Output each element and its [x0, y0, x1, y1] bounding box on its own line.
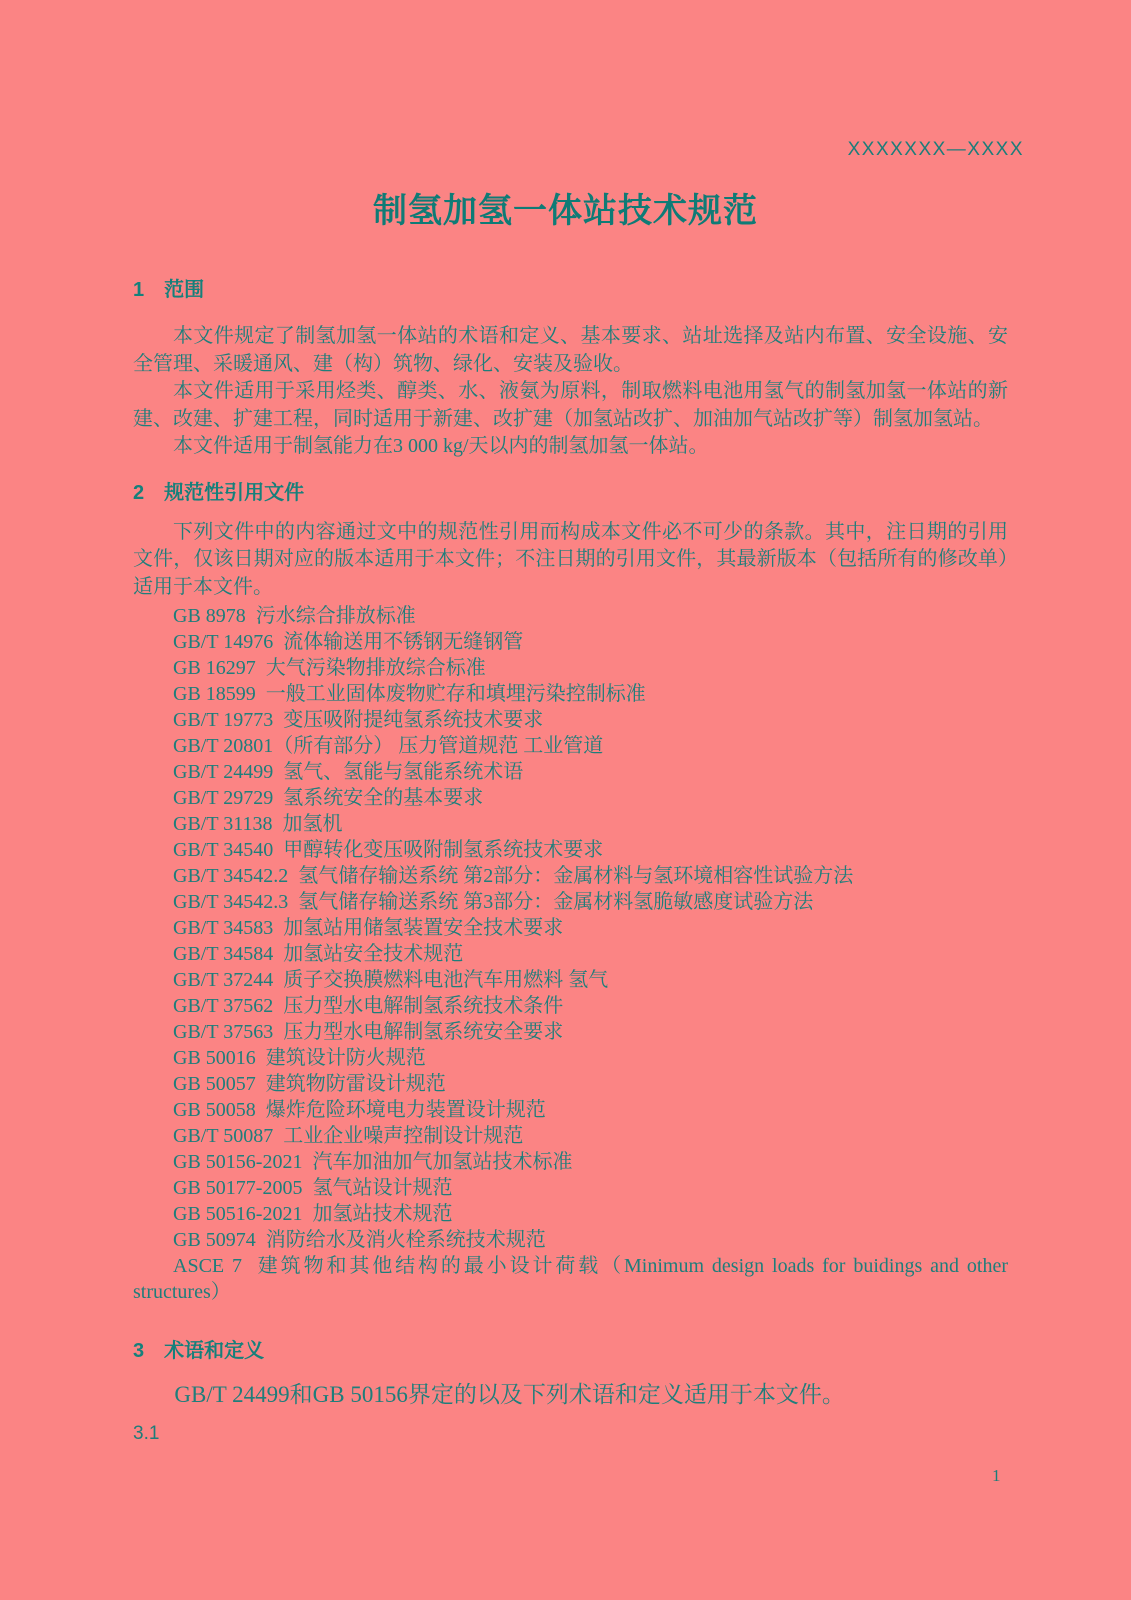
reference-item: GB 50057 建筑物防雷设计规范 [173, 1073, 446, 1095]
section-1-heading [133, 276, 1008, 304]
reference-item: GB/T 34583 加氢站用储氢装置安全技术要求 [173, 917, 564, 939]
section-3-heading [133, 1337, 1008, 1365]
reference-item: GB/T 19773 变压吸附提纯氢系统技术要求 [173, 709, 544, 731]
reference-item: GB 50974 消防给水及消火栓系统技术规范 [173, 1229, 546, 1251]
reference-item: GB/T 34542.2 氢气储存输送系统 第2部分：金属材料与氢环境相容性试验方法 [173, 865, 854, 887]
paragraph: 本文件适用于采用烃类、醇类、水、液氨为原料，制取燃料电池用氢气的制氢加氢一体站的新建、改建、扩建工程，同时适用于新建、改扩建（加氢站改扩、加油加气站改扩等）制氢加氢站。 [133, 380, 1008, 430]
paragraph: 本文件适用于制氢能力在3 000 kg/天以内的制氢加氢一体站。 [173, 435, 709, 457]
reference-item: GB/T 37562 压力型水电解制氢系统技术条件 [173, 995, 564, 1017]
section-1-number: 1 [133, 279, 145, 301]
doc-reference-number: XXXXXXX—XXXX [847, 139, 1024, 160]
reference-item: GB/T 20801（所有部分） 压力管道规范 工业管道 [173, 735, 604, 757]
reference-item: GB 50156-2021 汽车加油加气加氢站技术标准 [173, 1151, 573, 1173]
reference-item: GB/T 37563 压力型水电解制氢系统安全要求 [173, 1021, 564, 1043]
reference-item: GB 50516-2021 加氢站技术规范 [173, 1203, 453, 1225]
section-2-title: 规范性引用文件 [164, 481, 305, 504]
reference-item: GB 50177-2005 氢气站设计规范 [173, 1177, 453, 1199]
reference-item: GB/T 37244 质子交换膜燃料电池汽车用燃料 氢气 [173, 969, 609, 991]
reference-item: GB/T 34540 甲醇转化变压吸附制氢系统技术要求 [173, 839, 604, 861]
section-3-intro-paragraph: GB/T 24499和GB 50156界定的以及下列术语和定义适用于本文件。 [174, 1382, 845, 1407]
section-1-title: 范围 [164, 279, 205, 301]
normative-references-list [133, 603, 1013, 1305]
reference-item: GB/T 31138 加氢机 [173, 813, 343, 835]
section-2-heading [133, 479, 1008, 507]
document-title: 制氢加氢一体站技术规范 [373, 192, 758, 230]
reference-item: GB/T 14976 流体输送用不锈钢无缝钢管 [173, 631, 524, 653]
reference-item: GB/T 50087 工业企业噪声控制设计规范 [173, 1125, 524, 1147]
reference-item: GB 16297 大气污染物排放综合标准 [173, 657, 486, 679]
section-3-title: 术语和定义 [164, 1340, 265, 1362]
reference-item: GB/T 29729 氢系统安全的基本要求 [173, 787, 484, 809]
clause-3-1-number: 3.1 [133, 1423, 160, 1444]
reference-item: GB 50016 建筑设计防火规范 [173, 1047, 426, 1069]
reference-item: GB 50058 爆炸危险环境电力装置设计规范 [173, 1099, 546, 1121]
reference-item: GB/T 34542.3 氢气储存输送系统 第3部分：金属材料氢脆敏感度试验方法 [173, 891, 814, 913]
reference-item: ASCE 7 建筑物和其他结构的最小设计荷载（Minimum design loads for buidings and other structures） [133, 1255, 1013, 1303]
section-1-paragraphs [133, 323, 1008, 461]
section-2-number: 2 [133, 481, 145, 504]
section-2-intro-paragraph: 下列文件中的内容通过文中的规范性引用而构成本文件必不可少的条款。其中，注日期的引用文件，仅该日期对应的版本适用于本文件；不注日期的引用文件，其最新版本（包括所有的修改单）适用于本文件。 [133, 520, 1008, 598]
paragraph: 本文件规定了制氢加氢一体站的术语和定义、基本要求、站址选择及站内布置、安全设施、安全管理、采暖通风、建（构）筑物、绿化、安装及验收。 [133, 325, 1008, 375]
page-number: 1 [992, 1466, 1001, 1485]
reference-item: GB 18599 一般工业固体废物贮存和填埋污染控制标准 [173, 683, 646, 705]
reference-item: GB 8978 污水综合排放标准 [173, 605, 416, 627]
reference-item: GB/T 24499 氢气、氢能与氢能系统术语 [173, 761, 524, 783]
section-3-number: 3 [133, 1340, 145, 1362]
reference-item: GB/T 34584 加氢站安全技术规范 [173, 943, 464, 965]
document-body [133, 276, 1013, 1445]
